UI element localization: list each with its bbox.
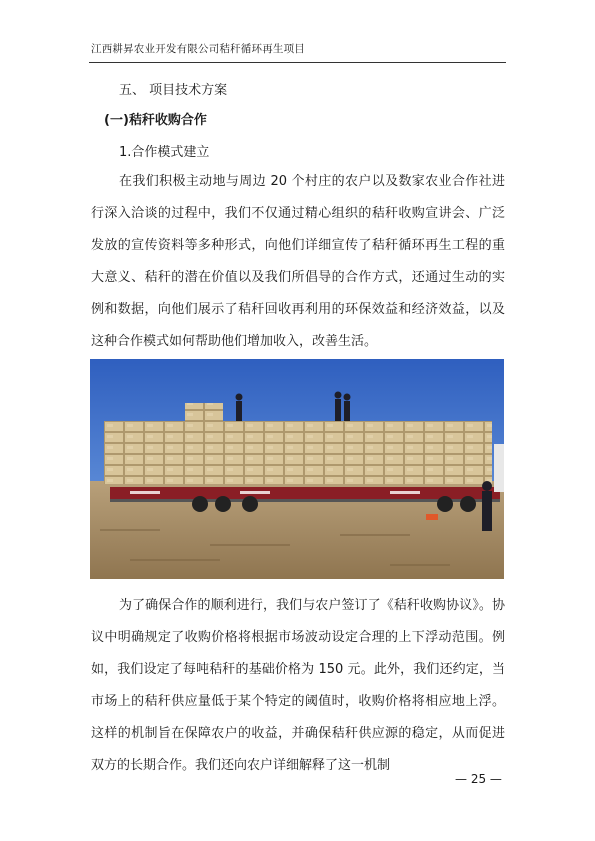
paragraph-cooperation: 在我们积极主动地与周边 20 个村庄的农户以及数家农业合作社进行深入洽谈的过程中，我们不仅通过精心组织的秸秆收购宣讲会、广泛发放的宣传资料等多种形式，向他们详细宣传了秸秆循环再生工程的重大意义、秸秆的潜在价值以及我们所倡导的合作方式，还通过生动的实例和数据，向他们展示了秸秆回收再利用的环保效益和经济效益，以及这种合作模式如何帮助他们增加收入，改善生活。 (91, 174, 505, 349)
subsection-heading: (一)秸秆收购合作 (104, 113, 207, 128)
document-header: 江西耕昇农业开发有限公司秸秆循环再生项目 (91, 43, 305, 55)
straw-truck-photo (90, 359, 504, 579)
item-heading: 1.合作模式建立 (119, 145, 210, 160)
section-heading: 五、 项目技术方案 (119, 83, 228, 98)
paragraph-agreement: 为了确保合作的顺利进行，我们与农户签订了《秸秆收购协议》。协议中明确规定了收购价格将根据市场波动设定合理的上下浮动范围。例如，我们设定了每吨秸秆的基础价格为 150 元。此外，我们还约定，当市场上的秸秆供应量低于某个特定的阈值时，收购价格将相应地上浮。这样的机制旨在保障农户的收益，并确保秸秆供应源的稳定，从而促进双方的长期合作。我们还向农户详细解释了这一机制 (91, 598, 505, 773)
page-number: — 25 — (455, 772, 502, 786)
header-rule (89, 62, 506, 63)
